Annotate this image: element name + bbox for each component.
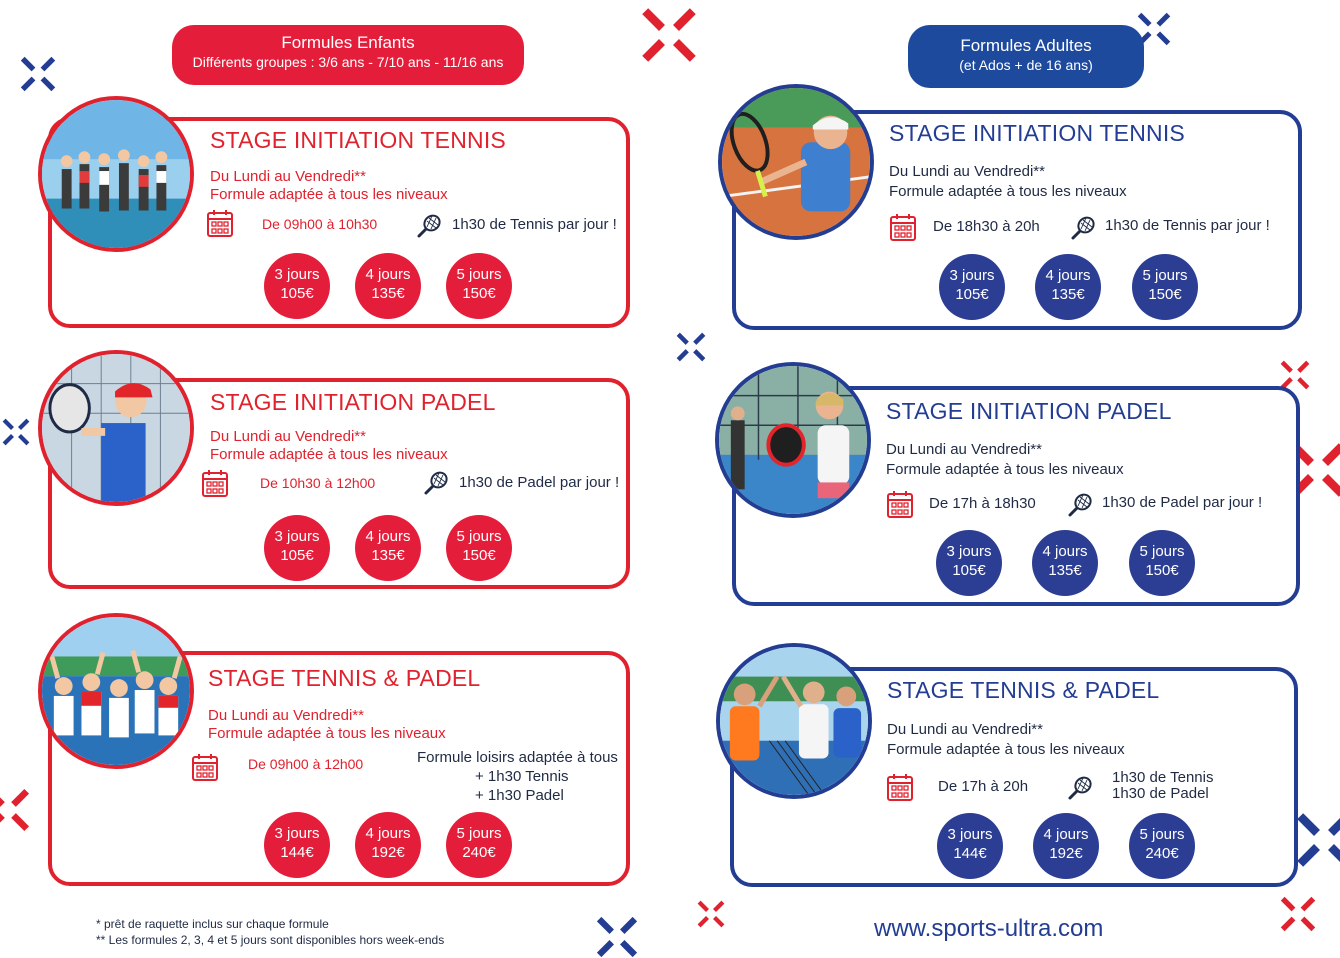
kids-padel-price-4 [355, 515, 421, 581]
website-link[interactable]: www.sports-ultra.com [874, 915, 1104, 942]
kids-header-pill [172, 25, 524, 85]
price-days: 5 jours [1139, 826, 1185, 843]
kids-tennis-info [210, 168, 448, 204]
footnote-2: ** Les formules 2, 3, 4 et 5 jours sont disponibles hors week-ends [96, 933, 445, 947]
price-amount: 150€ [1145, 562, 1179, 579]
calendar-icon [191, 752, 219, 782]
price-amount: 144€ [280, 844, 314, 861]
price-amount: 135€ [371, 547, 405, 564]
cross-decoration-icon [1296, 812, 1340, 868]
adults-tennis-padel-price-4 [1033, 813, 1099, 879]
cross-decoration-icon [676, 332, 706, 362]
cross-decoration-icon [641, 7, 697, 63]
racket-icon [1070, 215, 1096, 241]
price-days: 5 jours [456, 528, 502, 545]
cross-decoration-icon [0, 788, 30, 832]
kids-padel-info [210, 428, 448, 464]
cross-decoration-icon [697, 900, 725, 928]
price-amount: 105€ [280, 547, 314, 564]
kids-tennis-perday: 1h30 de Tennis par jour ! [452, 216, 617, 233]
price-amount: 240€ [1145, 845, 1179, 862]
kids-tennis-padel-time: De 09h00 à 12h00 [248, 756, 364, 772]
adults-tennis-padel-photo [716, 643, 872, 799]
adults-tennis-padel-perday [1112, 769, 1213, 803]
footnote-1: * prêt de raquette inclus sur chaque formule [96, 917, 329, 931]
adults-header-subtitle: (et Ados + de 16 ans) [959, 57, 1093, 73]
price-days: 5 jours [456, 825, 502, 842]
kids-tennis-padel-extra [417, 749, 618, 805]
adults-tennis-padel-level: Formule adaptée à tous les niveaux [887, 741, 1125, 758]
kids-tennis-padel-days: Du Lundi au Vendredi** [208, 707, 364, 724]
price-days: 4 jours [365, 825, 411, 842]
kids-padel-price-3 [264, 515, 330, 581]
kids-tennis-padel-price-4 [355, 812, 421, 878]
adults-tennis-padel-days: Du Lundi au Vendredi** [887, 721, 1043, 738]
adults-padel-price-5 [1129, 530, 1195, 596]
adults-tennis-price-5 [1132, 254, 1198, 320]
kids-tennis-padel-price-5 [446, 812, 512, 878]
kids-tennis-price-4 [355, 253, 421, 319]
adults-tennis-padel-time: De 17h à 20h [938, 778, 1029, 795]
price-days: 3 jours [947, 826, 993, 843]
adults-tennis-days: Du Lundi au Vendredi** [889, 163, 1045, 180]
kids-tennis-time: De 09h00 à 10h30 [262, 216, 378, 232]
adults-tennis-padel-perday-1: 1h30 de Tennis [1112, 769, 1214, 786]
kids-tennis-padel-info [208, 707, 446, 743]
adults-tennis-level: Formule adaptée à tous les niveaux [889, 183, 1127, 200]
price-amount: 105€ [952, 562, 986, 579]
kids-padel-level: Formule adaptée à tous les niveaux [210, 446, 448, 463]
adults-header-title: Formules Adultes [960, 36, 1092, 55]
kids-padel-time: De 10h30 à 12h00 [260, 475, 376, 491]
price-amount: 135€ [1048, 562, 1082, 579]
adults-padel-days: Du Lundi au Vendredi** [886, 441, 1042, 458]
kids-tennis-title: STAGE INITIATION TENNIS [210, 127, 506, 153]
kids-padel-photo [38, 350, 194, 506]
price-days: 4 jours [365, 266, 411, 283]
cross-decoration-icon [2, 418, 30, 446]
adults-tennis-padel-price-3 [937, 813, 1003, 879]
racket-icon [1067, 492, 1093, 518]
adults-tennis-photo [718, 84, 874, 240]
adults-padel-title: STAGE INITIATION PADEL [886, 398, 1172, 424]
price-amount: 105€ [280, 285, 314, 302]
adults-tennis-padel-perday-2: 1h30 de Padel [1112, 785, 1209, 802]
kids-padel-title: STAGE INITIATION PADEL [210, 389, 496, 415]
kids-padel-perday: 1h30 de Padel par jour ! [459, 474, 620, 491]
price-days: 3 jours [949, 267, 995, 284]
calendar-icon [206, 208, 234, 238]
racket-icon [416, 213, 442, 239]
racket-icon [423, 470, 449, 496]
cross-decoration-icon [20, 56, 56, 92]
racket-icon [1067, 775, 1093, 801]
cross-decoration-icon [596, 916, 638, 958]
cross-decoration-icon [1280, 896, 1316, 932]
price-amount: 240€ [462, 844, 496, 861]
price-amount: 144€ [953, 845, 987, 862]
price-days: 5 jours [456, 266, 502, 283]
price-amount: 150€ [1148, 286, 1182, 303]
adults-tennis-price-3 [939, 254, 1005, 320]
footnotes [96, 916, 444, 948]
adults-padel-level: Formule adaptée à tous les niveaux [886, 461, 1124, 478]
kids-tennis-photo [38, 96, 194, 252]
adults-padel-time: De 17h à 18h30 [929, 495, 1036, 512]
calendar-icon [886, 772, 914, 802]
kids-tennis-padel-photo [38, 613, 194, 769]
price-amount: 105€ [955, 286, 989, 303]
kids-tennis-padel-price-3 [264, 812, 330, 878]
price-days: 5 jours [1139, 543, 1185, 560]
price-days: 3 jours [274, 266, 320, 283]
price-amount: 135€ [1051, 286, 1085, 303]
price-days: 4 jours [365, 528, 411, 545]
adults-padel-info [886, 441, 1124, 479]
kids-header-subtitle: Différents groupes : 3/6 ans - 7/10 ans - 11/16 ans [192, 54, 504, 70]
kids-tennis-padel-extra-3: + 1h30 Padel [475, 787, 564, 804]
calendar-icon [889, 212, 917, 242]
adults-tennis-time: De 18h30 à 20h [933, 218, 1040, 235]
adults-tennis-price-4 [1035, 254, 1101, 320]
kids-padel-days: Du Lundi au Vendredi** [210, 428, 366, 445]
price-days: 3 jours [274, 825, 320, 842]
price-days: 5 jours [1142, 267, 1188, 284]
adults-padel-perday: 1h30 de Padel par jour ! [1102, 494, 1263, 511]
calendar-icon [886, 489, 914, 519]
price-amount: 150€ [462, 547, 496, 564]
kids-tennis-padel-extra-1: Formule loisirs adaptée à tous [417, 749, 618, 766]
kids-tennis-price-5 [446, 253, 512, 319]
kids-tennis-level: Formule adaptée à tous les niveaux [210, 186, 448, 203]
price-amount: 192€ [371, 844, 405, 861]
price-amount: 150€ [462, 285, 496, 302]
adults-padel-price-3 [936, 530, 1002, 596]
price-amount: 192€ [1049, 845, 1083, 862]
kids-padel-price-5 [446, 515, 512, 581]
cross-decoration-icon [1280, 360, 1310, 390]
kids-header-title: Formules Enfants [281, 33, 415, 52]
price-days: 4 jours [1042, 543, 1088, 560]
kids-tennis-price-3 [264, 253, 330, 319]
price-days: 4 jours [1045, 267, 1091, 284]
adults-tennis-padel-title: STAGE TENNIS & PADEL [887, 677, 1160, 703]
adults-padel-price-4 [1032, 530, 1098, 596]
adults-tennis-info [889, 163, 1127, 201]
price-days: 4 jours [1043, 826, 1089, 843]
kids-tennis-padel-title: STAGE TENNIS & PADEL [208, 665, 481, 691]
adults-padel-photo [715, 362, 871, 518]
adults-tennis-padel-price-5 [1129, 813, 1195, 879]
kids-tennis-padel-extra-2: + 1h30 Tennis [475, 768, 569, 785]
adults-tennis-perday: 1h30 de Tennis par jour ! [1105, 217, 1270, 234]
adults-tennis-padel-info [887, 721, 1125, 759]
price-days: 3 jours [946, 543, 992, 560]
adults-header-pill [908, 25, 1144, 88]
kids-tennis-days: Du Lundi au Vendredi** [210, 168, 366, 185]
calendar-icon [201, 468, 229, 498]
price-days: 3 jours [274, 528, 320, 545]
price-amount: 135€ [371, 285, 405, 302]
kids-tennis-padel-level: Formule adaptée à tous les niveaux [208, 725, 446, 742]
adults-tennis-title: STAGE INITIATION TENNIS [889, 120, 1185, 146]
